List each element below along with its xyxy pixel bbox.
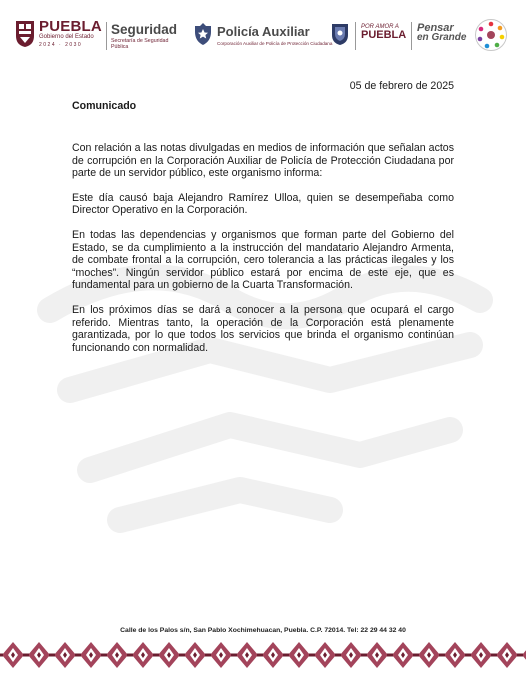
amor-tagline: POR AMOR A — [361, 24, 399, 30]
por-amor-a-puebla-logo — [361, 24, 405, 50]
decorative-pattern-band — [0, 640, 526, 670]
policia-wordmark: Policía Auxiliar — [217, 24, 310, 39]
footer-address: Calle de los Palos s/n, San Pablo Xochimehuacan, Puebla. C.P. 72014. Tel: 22 29 44 32 40 — [120, 627, 406, 634]
paragraph: Este día causó baja Alejandro Ramírez Ulloa, quien se desempeñaba como Director Operativo en la Corporación. — [72, 191, 454, 217]
pensar-en-grande-logo — [417, 22, 467, 50]
amor-wordmark: PUEBLA — [361, 29, 407, 41]
document-heading: Comunicado — [72, 100, 137, 112]
puebla-wordmark: PUEBLA — [39, 18, 102, 35]
letterhead-header — [0, 0, 526, 62]
document-date: 05 de febrero de 2025 — [349, 80, 454, 92]
puebla-subtitle: Gobierno del Estado — [39, 34, 94, 40]
header-divider — [411, 22, 412, 50]
seguridad-wordmark: Seguridad — [111, 22, 178, 37]
paragraph: En todas las dependencias y organismos que forman parte del Gobierno del Estado, se da cumplimiento a la instrucción del mandatario Alejandro Armenta, de combate frontal a la corrupción, cero tolerancia a las prácticas ilegales y los “moches”. Ningún servidor público estará por encima de este eje, que es fundamental para un gobierno de la Cuarta Transformación. — [72, 228, 454, 292]
puebla-shield-icon — [14, 18, 36, 48]
puebla-government-logo — [14, 18, 106, 52]
policia-auxiliar-logo — [193, 20, 333, 52]
pensar-line-2: en Grande — [417, 32, 467, 43]
header-divider — [355, 22, 356, 50]
seguridad-subtitle: Secretaría de Seguridad Pública — [111, 38, 169, 50]
paragraph: Con relación a las notas divulgadas en medios de información que señalan actos de corrupción en la Corporación Auxiliar de Policía de Protección Ciudadana por parte de un servidor público, este organismo informa: — [72, 142, 454, 180]
puebla-years: 2024 · 2030 — [39, 42, 83, 48]
seguridad-logo — [111, 22, 187, 52]
document-body — [72, 142, 454, 366]
police-shield-icon — [331, 22, 349, 46]
police-badge-icon — [193, 22, 213, 46]
circular-people-emblem-icon — [474, 18, 508, 52]
pensar-line-1: Pensar — [417, 22, 454, 34]
header-divider — [106, 22, 107, 50]
paragraph: En los próximos días se dará a conocer a la persona que ocupará el cargo referido. Mientras tanto, la operación de la Corporación está plenamente garantizada, por lo que todos los servicios que brinda el organismo continúan funcionando con normalidad. — [72, 303, 454, 354]
policia-subtitle: Corporación Auxiliar de Policía de Protección Ciudadana — [217, 41, 333, 46]
